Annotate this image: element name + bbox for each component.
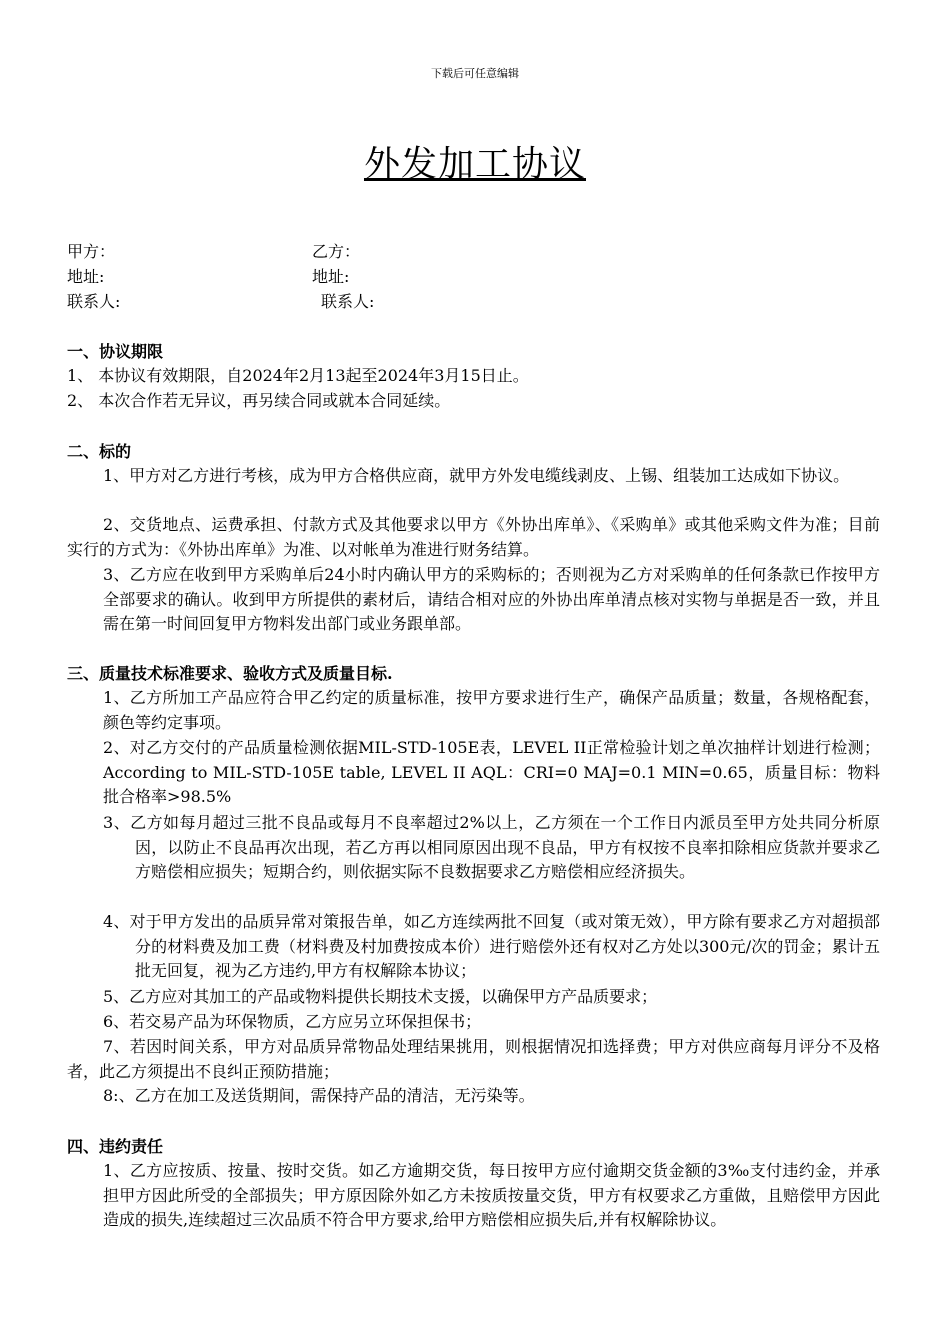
address-b-label: 地址:	[312, 267, 350, 286]
contact-a-label: 联系人:	[67, 292, 121, 311]
section-heading-quality: 三、质量技术标准要求、验收方式及质量目标.	[67, 664, 393, 683]
contact-b-label: 联系人:	[321, 292, 375, 311]
section-3-paragraph-4: 4、对于甲方发出的品质异常对策报告单，如乙方连续两批不回复（或对策无效），甲方除有要求乙方对超损部分的材料费及加工费（材料费及村加费按成本价）进行赔偿外还有权对乙方处以300元/次的罚金；累计五批无回复，视为乙方违约,甲方有权解除本协议；	[103, 912, 880, 980]
section-3-paragraph-5: 5、乙方应对其加工的产品或物料提供长期技术支援，以确保甲方产品质要求；	[103, 987, 658, 1006]
document-title: 外发加工协议	[363, 144, 586, 185]
section-2-paragraph-1: 1、甲方对乙方进行考核，成为甲方合格供应商，就甲方外发电缆线剥皮、上锡、组装加工达成如下协议。	[103, 466, 850, 485]
section-1-paragraph-2: 2、 本次合作若无异议，再另续合同或就本合同延续。	[67, 391, 451, 410]
party-a-label: 甲方：	[67, 242, 116, 261]
section-2-paragraph-3: 3、乙方应在收到甲方采购单后24小时内确认甲方的采购标的；否则视为乙方对采购单的任何条款已作按甲方全部要求的确认。收到甲方所提供的素材后，请结合相对应的外协出库单清点核对实物与单据是否一致，并且需在第一时间回复甲方物料发出部门或业务跟单部。	[103, 565, 880, 633]
section-3-paragraph-3: 3、乙方如每月超过三批不良品或每月不良率超过2%以上，乙方须在一个工作日内派员至甲方处共同分析原因，以防止不良品再次出现，若乙方再以相同原因出现不良品，甲方有权按不良率扣除相应货款并要求乙方赔偿相应损失；短期合约，则依据实际不良数据要求乙方赔偿相应经济损失。	[103, 813, 880, 881]
section-3-paragraph-1: 1、乙方所加工产品应符合甲乙约定的质量标准，按甲方要求进行生产，确保产品质量；数量，各规格配套，颜色等约定事项。	[103, 688, 880, 732]
section-4-paragraph-1: 1、乙方应按质、按量、按时交货。如乙方逾期交货，每日按甲方应付逾期交货金额的3‰支付违约金，并承担甲方因此所受的全部损失；甲方原因除外如乙方未按质按量交货，甲方有权要求乙方重做，且赔偿甲方因此造成的损失,连续超过三次品质不符合甲方要求,给甲方赔偿相应损失后,并有权解除协议。	[103, 1161, 880, 1229]
party-b-label: 乙方：	[312, 242, 361, 261]
section-heading-liability: 四、违约责任	[67, 1137, 164, 1156]
header-note: 下载后可任意编辑	[431, 67, 519, 80]
section-3-paragraph-6: 6、若交易产品为环保物质，乙方应另立环保担保书；	[103, 1012, 482, 1031]
section-3-paragraph-7: 7、若因时间关系，甲方对品质异常物品处理结果挑用，则根据情况扣选择费；甲方对供应商每月评分不及格者，此乙方须提出不良纠正预防措施；	[67, 1037, 880, 1081]
section-heading-subject: 二、标的	[67, 442, 132, 461]
section-2-paragraph-2: 2、交货地点、运费承担、付款方式及其他要求以甲方《外协出库单》、《采购单》或其他采购文件为准；目前实行的方式为：《外协出库单》为准、以对帐单为准进行财务结算。	[67, 515, 880, 559]
address-a-label: 地址:	[67, 267, 105, 286]
section-1-paragraph-1: 1、 本协议有效期限，自2024年2月13起至2024年3月15日止。	[67, 366, 529, 385]
section-heading-term: 一、协议期限	[67, 342, 164, 361]
section-3-paragraph-2: 2、对乙方交付的产品质量检测依据MIL-STD-105E表，LEVEL II正常检验计划之单次抽样计划进行检测；According to MIL-STD-105E table, LEVEL II AQL：CRI=0 MAJ=0.1 MIN=0.65，质量目标：物料批合格率>98.5%	[103, 738, 880, 806]
section-3-paragraph-8: 8:、乙方在加工及送货期间，需保持产品的清洁，无污染等。	[103, 1086, 535, 1105]
